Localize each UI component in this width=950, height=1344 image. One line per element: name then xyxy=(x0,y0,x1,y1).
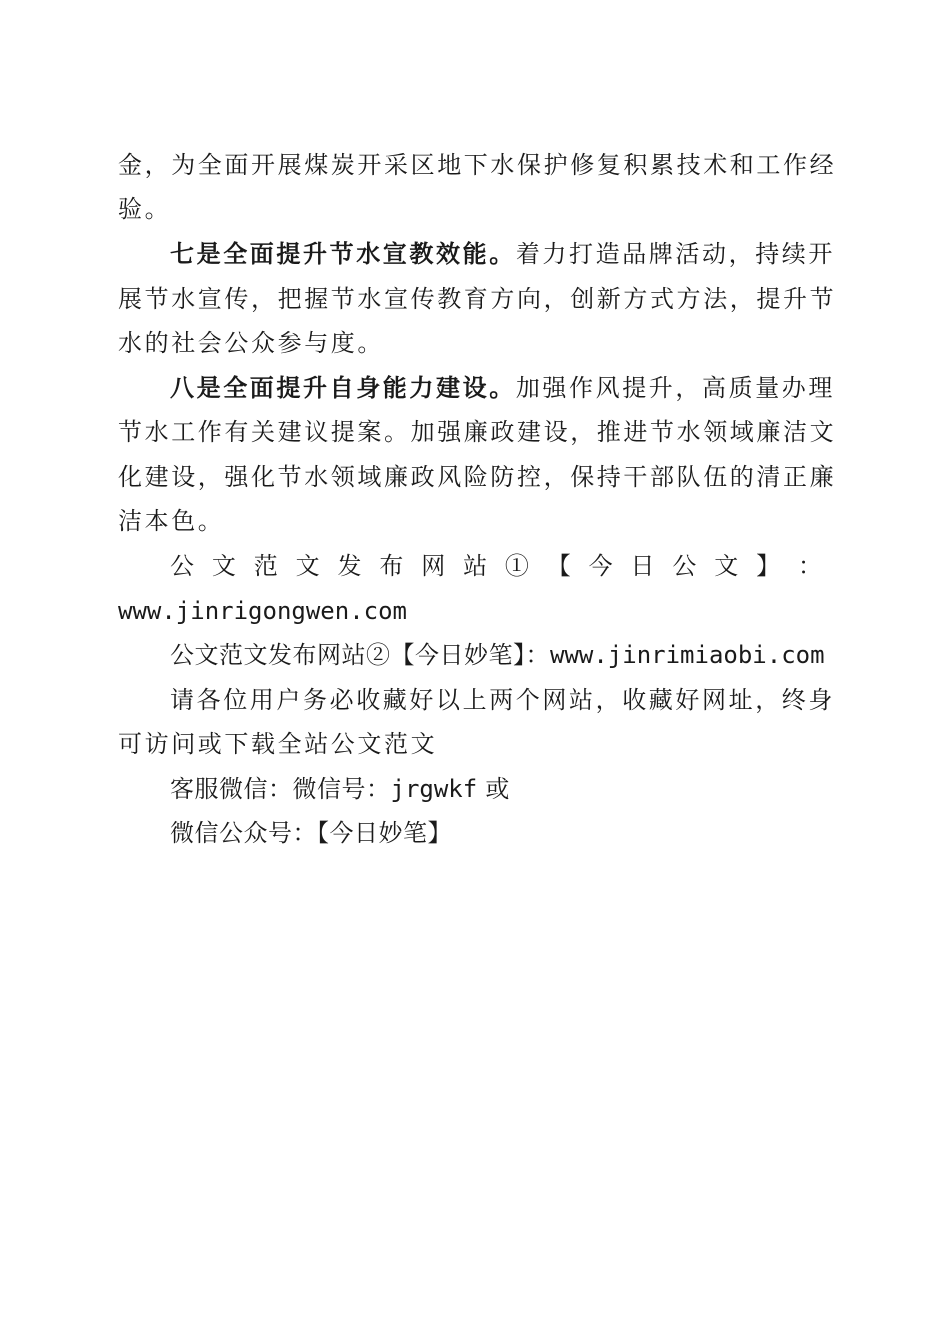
paragraph-line: 化建设，强化节水领域廉政风险防控，保持干部队伍的清正廉 xyxy=(118,463,837,491)
section-heading: 七是全面提升节水宣教效能。 xyxy=(170,239,516,268)
paragraph-line xyxy=(170,372,836,404)
paragraph-text: 着力打造品牌活动，持续开 xyxy=(515,240,836,268)
site2-line xyxy=(170,639,825,671)
wechat-or: 或 xyxy=(477,775,510,803)
public-account-line: 微信公众号：【今日妙笔】 xyxy=(170,819,452,847)
site1-label: 公 文 范 文 发 布 网 站 ① 【 今 日 公 文 】 ： xyxy=(170,552,822,580)
paragraph-line: 展节水宣传，把握节水宣传教育方向，创新方式方法，提升节 xyxy=(118,285,837,313)
paragraph-line: 节水工作有关建议提案。加强廉政建设，推进节水领域廉洁文 xyxy=(118,418,837,446)
site2-label: 公文范文发布网站②【今日妙笔】： xyxy=(170,641,550,669)
paragraph-line: 洁本色。 xyxy=(118,507,225,535)
section-heading: 八是全面提升自身能力建设。 xyxy=(170,373,516,402)
paragraph-line xyxy=(170,238,836,270)
paragraph-text: 加强作风提升，高质量办理 xyxy=(515,374,836,402)
site2-url[interactable]: www.jinrimiaobi.com xyxy=(550,641,825,669)
wechat-id: jrgwkf xyxy=(390,775,478,803)
paragraph-line: 金，为全面开展煤炭开采区地下水保护修复积累技术和工作经 xyxy=(118,151,837,179)
notice-line: 可访问或下载全站公文范文 xyxy=(118,730,438,758)
site1-url[interactable]: www.jinrigongwen.com xyxy=(118,597,407,625)
paragraph-line: 水的社会公众参与度。 xyxy=(118,329,384,357)
notice-line: 请各位用户务必收藏好以上两个网站，收藏好网址，终身 xyxy=(170,686,835,714)
paragraph-line: 验。 xyxy=(118,195,172,223)
wechat-label: 客服微信：微信号： xyxy=(170,775,391,803)
wechat-line xyxy=(170,773,822,805)
